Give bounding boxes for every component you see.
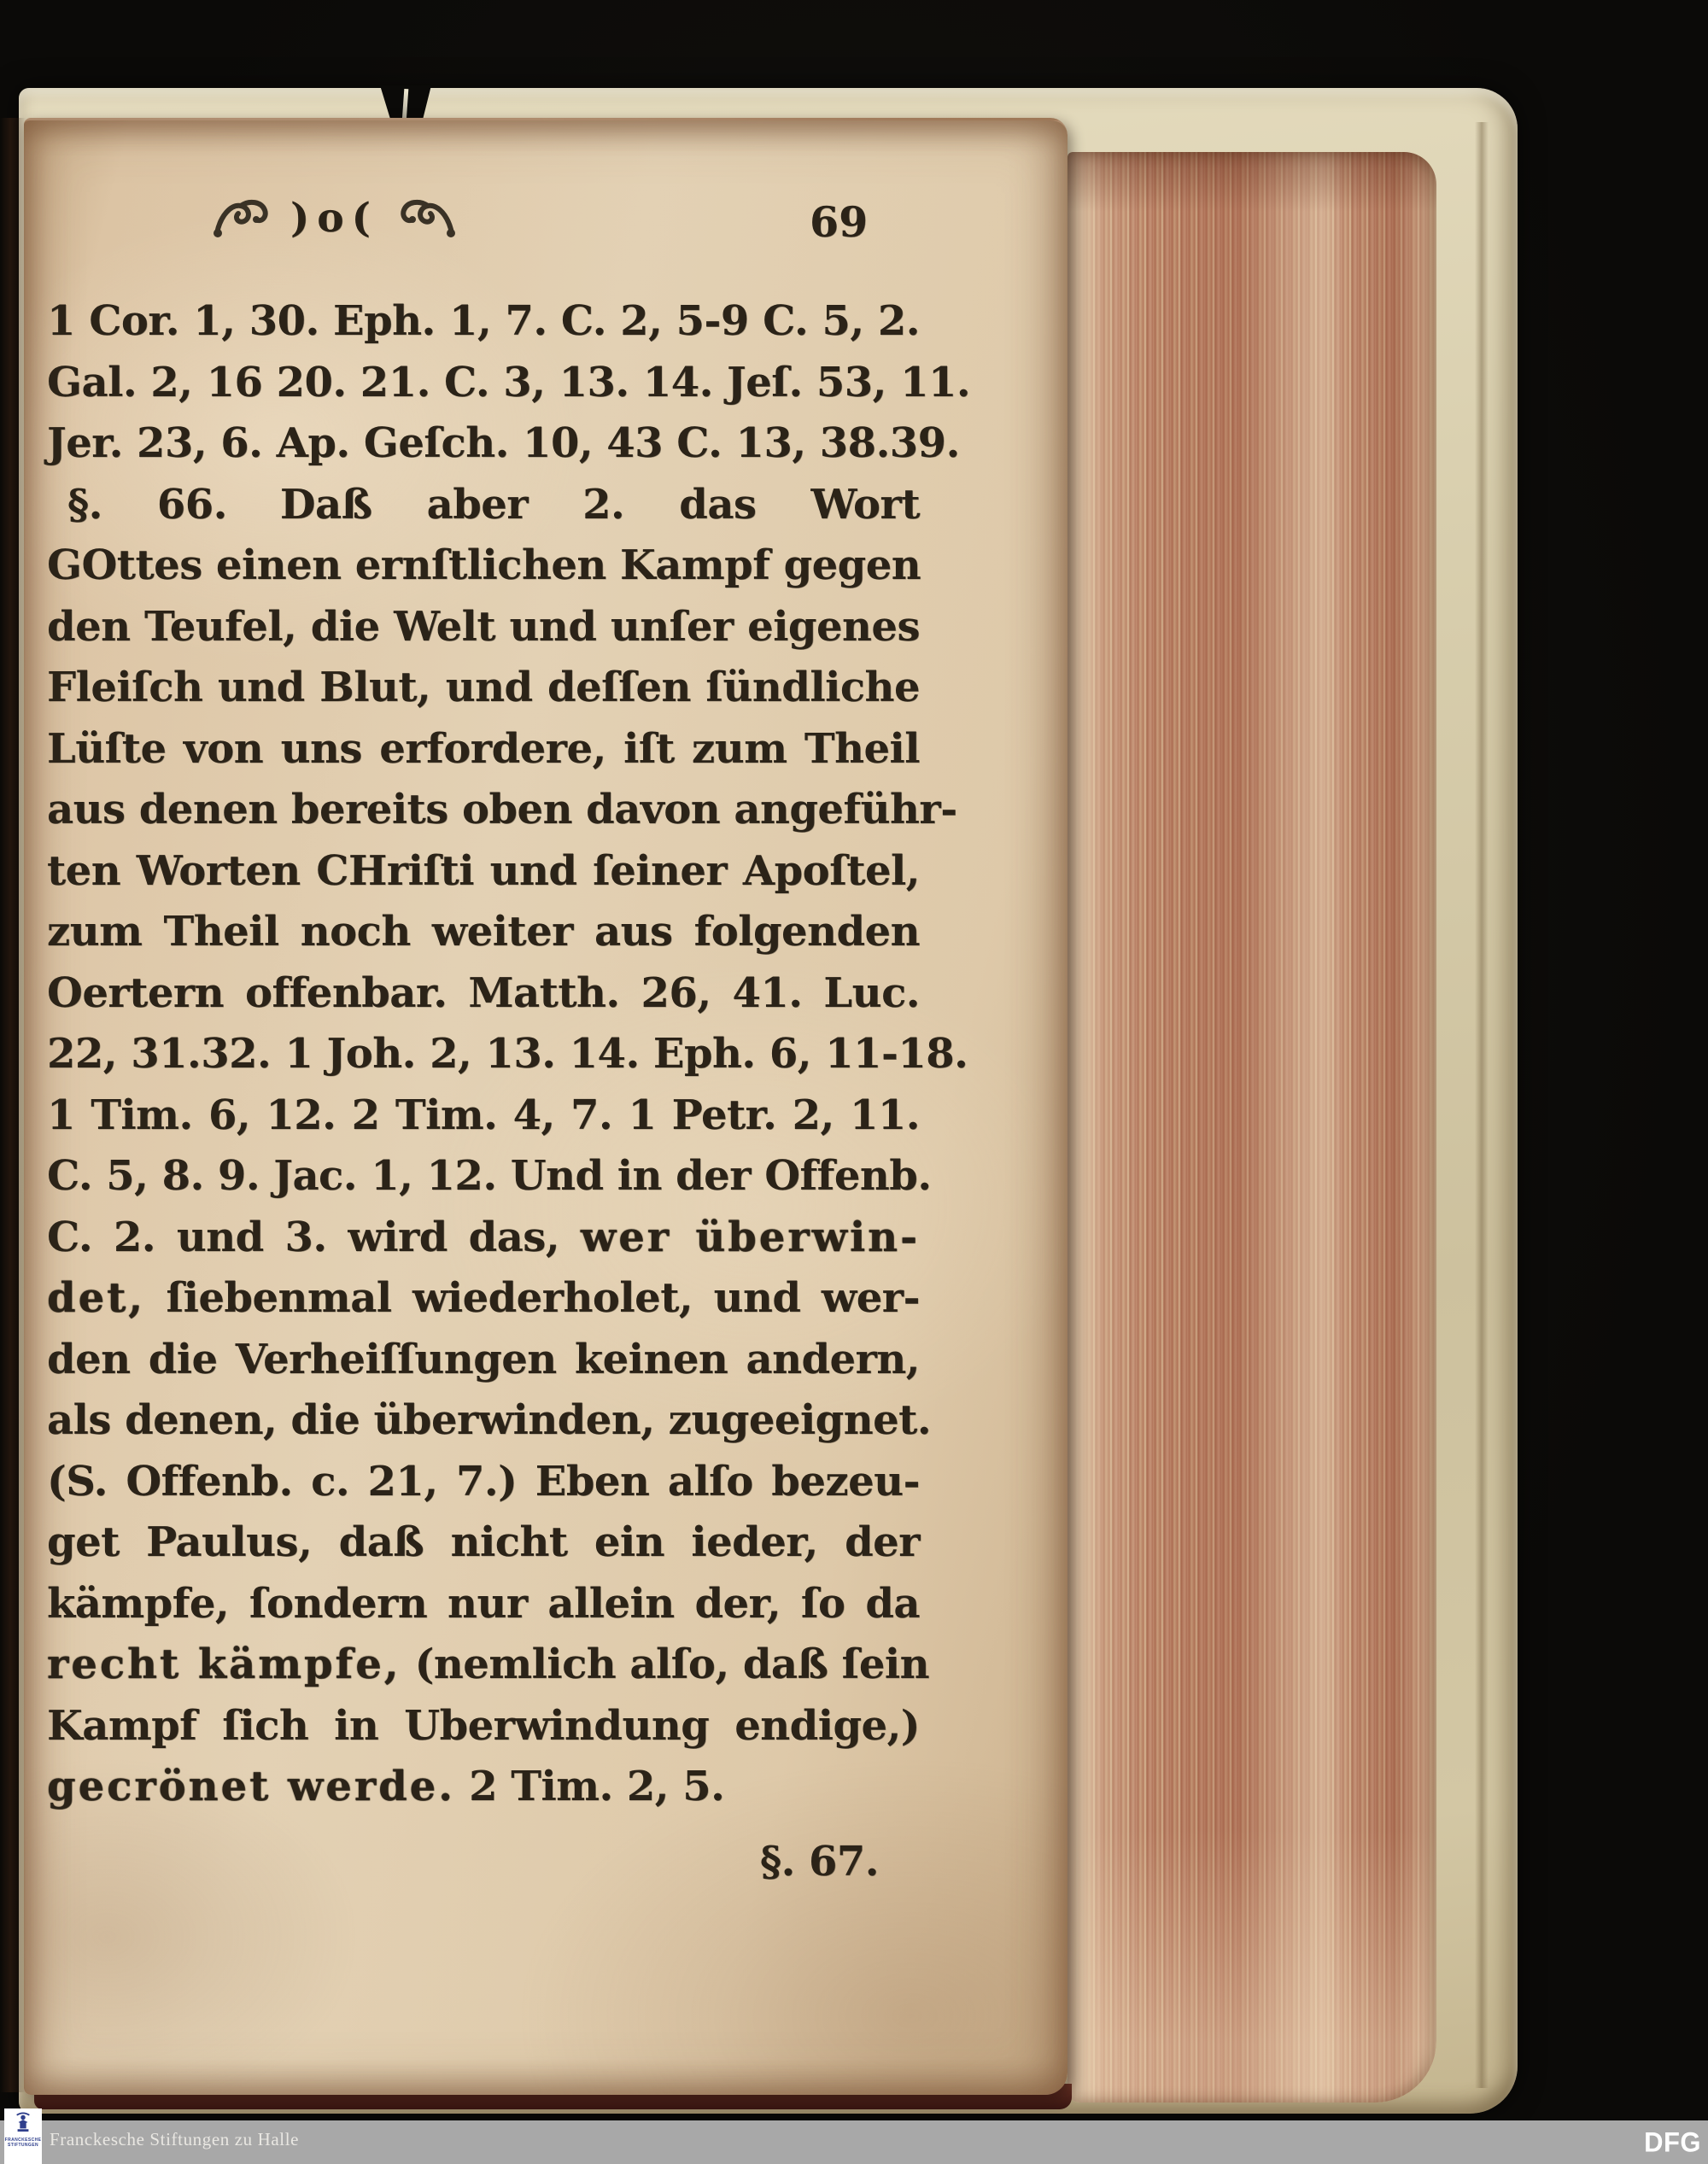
text-segment: §. 67.: [759, 1837, 879, 1886]
page-header: [24, 194, 1068, 271]
emphasized-text-segment: gecrönet werde.: [47, 1763, 455, 1810]
text-line: [47, 597, 920, 658]
text-segment: Oertern offenbar. Matth. 26, 41. Luc.: [47, 968, 920, 1017]
text-line: [47, 1452, 920, 1513]
emphasized-text-segment: wer überwin-: [580, 1213, 921, 1261]
francke-statue-icon: [14, 2112, 32, 2136]
text-segment: ſiebenmal wiederholet, und wer-: [144, 1274, 920, 1322]
institution-logo-caption: [5, 2138, 42, 2148]
text-line: [47, 658, 920, 719]
page-content: [24, 120, 1068, 2095]
text-segment: (S. Offenb. c. 21, 7.) Eben alſo bezeu-: [47, 1457, 920, 1506]
dfg-logo: DFG: [1644, 2126, 1701, 2158]
text-line: [47, 535, 920, 597]
text-line: [47, 1757, 920, 1818]
text-segment: 1 Tim. 6, 12. 2 Tim. 4, 7. 1 Petr. 2, 11.: [47, 1091, 920, 1139]
text-segment: Gal. 2, 16 20. 21. C. 3, 13. 14. Jeſ. 53, 11.: [47, 358, 971, 406]
emphasized-text-segment: recht kämpfe,: [47, 1641, 401, 1688]
text-segment: GOttes einen ernſtlichen Kampf gegen: [47, 541, 921, 589]
text-segment: C. 2. und 3. wird das,: [47, 1213, 581, 1261]
logo-caption-line2: STIFTUNGEN: [8, 2143, 38, 2148]
text-line: [47, 780, 957, 841]
leaf-ornament-right-icon: [395, 194, 459, 242]
text-line: [47, 902, 920, 963]
text-line: [47, 1574, 920, 1635]
text-segment: §. 66.: [67, 480, 227, 529]
text-line: [47, 1146, 932, 1208]
text-line: [47, 1208, 920, 1269]
text-segment: zum Theil noch weiter aus folgenden: [47, 908, 920, 956]
text-segment: Fleiſch und Blut, und deſſen ſündliche: [47, 664, 920, 711]
emphasized-text-segment: det,: [47, 1274, 145, 1322]
text-line: [47, 1390, 932, 1452]
text-segment: Lüſte von uns erfordere, iſt zum Theil: [47, 724, 920, 773]
text-line: [47, 1330, 920, 1391]
text-segment: get Paulus, daß nicht ein ieder, der: [47, 1518, 920, 1566]
text-line: [47, 1635, 929, 1696]
text-line: [47, 1512, 920, 1574]
book-fore-edge: [1068, 152, 1436, 2103]
gutter-shadow: [0, 118, 26, 2092]
text-segment: den die Verheiſſungen keinen andern,: [47, 1335, 920, 1383]
text-line: [47, 353, 971, 414]
text-line: [47, 1268, 920, 1330]
text-segment: 2 Tim. 2, 5.: [454, 1763, 725, 1810]
text-segment: 1 Cor. 1, 30. Eph. 1, 7. C. 2, 5-9 C. 5, 2.: [47, 297, 920, 345]
header-ornaments: [210, 194, 459, 242]
leaf-ornament-left-icon: [210, 194, 273, 242]
text-line: [47, 475, 920, 536]
text-segment: Kampf ſich in Uberwindung endige,): [47, 1701, 920, 1750]
text-segment: C. 5, 8. 9. Jac. 1, 12. Und in der Offenb.: [47, 1152, 932, 1200]
logo-caption-line1: FRANCKESCHE: [4, 2138, 42, 2143]
text-line: [47, 1024, 968, 1085]
scan-page: [24, 118, 1068, 2095]
text-segment: kämpfe, ſondern nur allein der, ſo da: [47, 1579, 920, 1628]
text-segment: als denen, die überwinden, zugeeignet.: [47, 1396, 932, 1444]
text-line: [47, 1832, 920, 1893]
text-line: [47, 1085, 920, 1147]
text-segment: Daß aber 2. das Wort: [279, 480, 921, 529]
text-segment: 22, 31.32. 1 Joh. 2, 13. 14. Eph. 6, 11-18.: [47, 1030, 968, 1078]
page-number: 69: [810, 197, 869, 247]
text-segment: ten Worten CHriſti und ſeiner Apoſtel,: [47, 846, 920, 895]
institution-logo: [4, 2108, 42, 2164]
text-line: [47, 841, 920, 903]
text-line: [47, 413, 960, 475]
text-segment: Jer. 23, 6. Ap. Geſch. 10, 43 C. 13, 38.39.: [47, 419, 960, 467]
text-segment: aus denen bereits oben davon angeführ-: [47, 786, 957, 833]
text-segment: den Teufel, die Welt und unſer eigenes: [47, 602, 920, 651]
text-line: [47, 1696, 920, 1758]
text-line: [47, 291, 920, 353]
body-text: [47, 291, 971, 1892]
text-line: [47, 719, 920, 781]
text-line: [47, 963, 920, 1025]
digitization-footer-bar: [0, 2120, 1708, 2164]
institution-name: Franckesche Stiftungen zu Halle: [50, 2129, 300, 2149]
text-segment: (nemlich alſo, daß ſein: [401, 1641, 929, 1688]
header-section-mark: )o(: [290, 194, 378, 242]
